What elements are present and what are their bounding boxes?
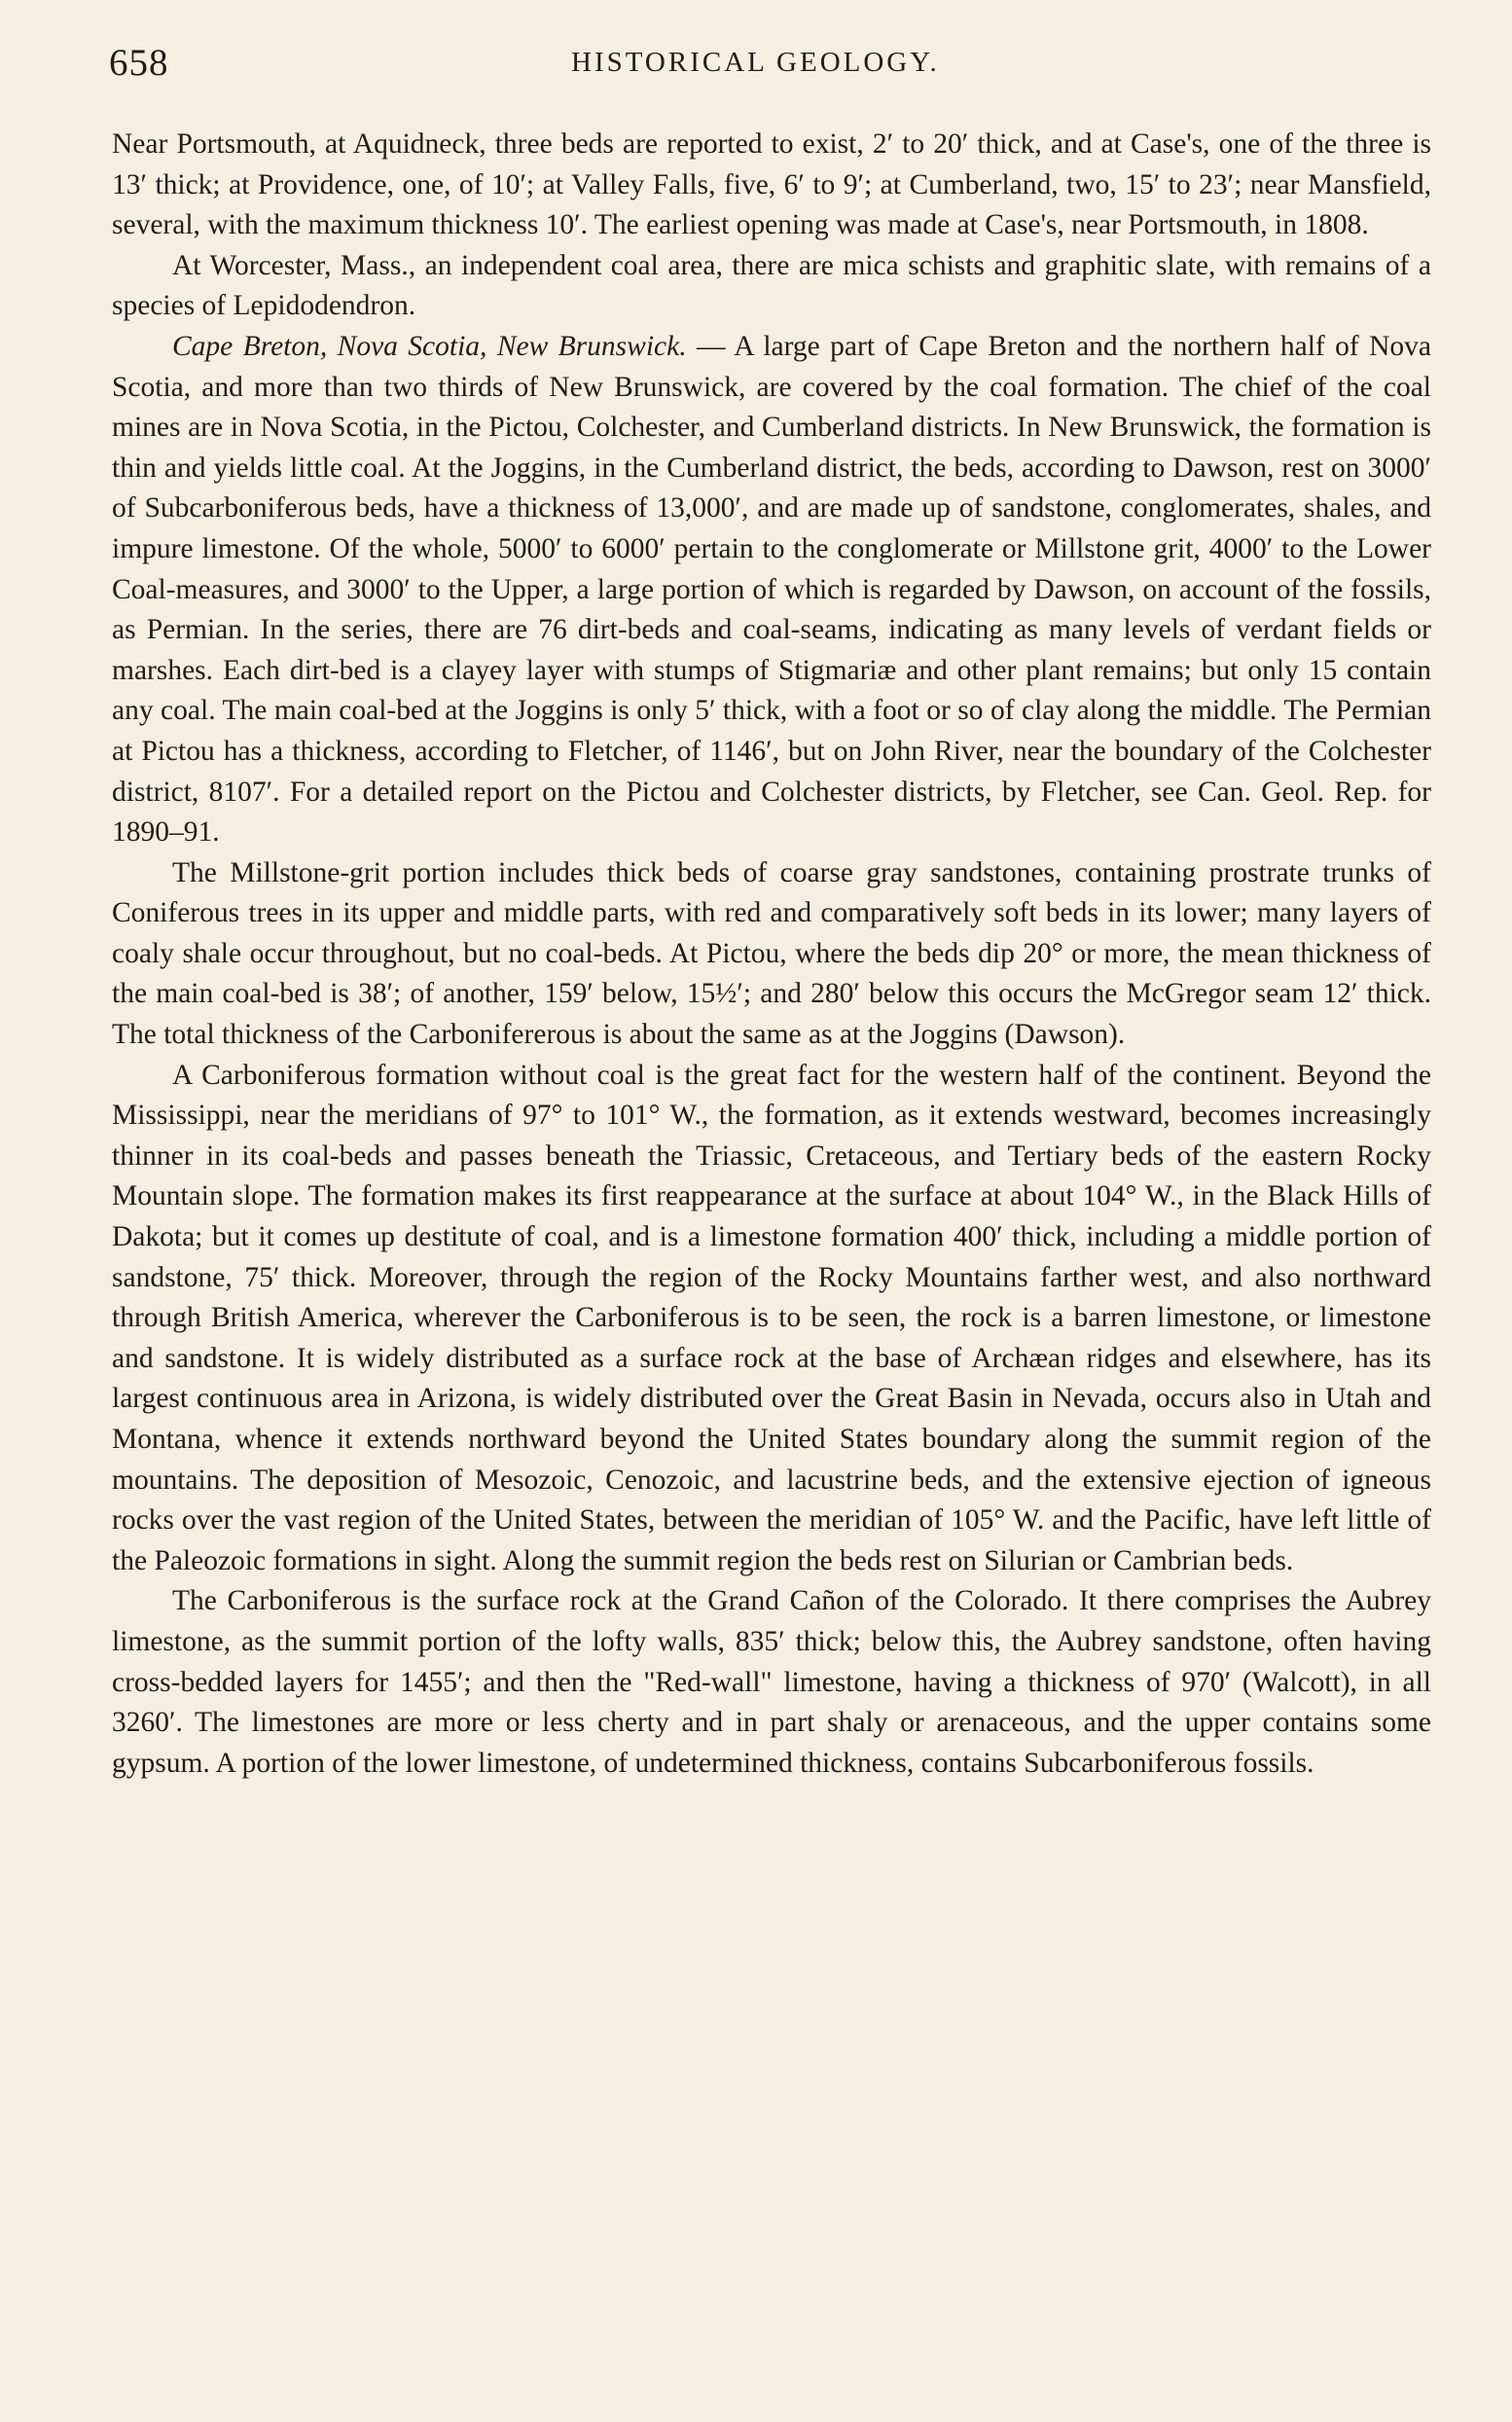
section-heading: Cape Breton, Nova Scotia, New Brunswick. xyxy=(172,330,687,362)
paragraph-text: — A large part of Cape Breton and the northern half of Nova Scotia, and more than two thirds of New Brunswick, are covered by the coal formation. The chief of the coal mines are in Nova Scotia, in the Pictou, Colchester, and Cumberland districts. In New Brunswick, the formation is thin and yields little coal. At the Joggins, in the Cumberland district, the beds, according to Dawson, rest on 3000′ of Subcarboniferous beds, have a thickness of 13,000′, and are made up of sandstone, conglomerates, shales, and impure limestone. Of the whole, 5000′ to 6000′ pertain to the conglomerate or Millstone grit, 4000′ to the Lower Coal-measures, and 3000′ to the Upper, a large portion of which is regarded by Dawson, on account of the fossils, as Permian. In the series, there are 76 dirt-beds and coal-seams, indicating as many levels of verdant fields or marshes. Each dirt-bed is a clayey layer with stumps of Stigmariæ and other plant remains; but only 15 contain any coal. The main coal-bed at the Joggins is only 5′ thick, with a foot or so of clay along the middle. The Permian at Pictou has a thickness, according to Fletcher, of 1146′, but on John River, near the boundary of the Colchester district, 8107′. For a detailed report on the Pictou and Colchester districts, by Fletcher, see Can. Geol. Rep. for 1890–91. xyxy=(112,330,1431,849)
paragraph-worcester xyxy=(112,246,1431,327)
paragraph-text: A Carboniferous formation without coal is the great fact for the western half of the continent. Beyond the Mississippi, near the meridians of 97° to 101° W., the formation, as it extends westward, becomes increasingly thinner in its coal-beds and passes beneath the Triassic, Cretaceous, and Tertiary beds of the eastern Rocky Mountain slope. The formation makes its first reappearance at the surface at about 104° W., in the Black Hills of Dakota; but it comes up destitute of coal, and is a limestone formation 400′ thick, including a middle portion of sandstone, 75′ thick. Moreover, through the region of the Rocky Mountains farther west, and also northward through British America, wherever the Carboniferous is to be seen, the rock is a barren limestone, or limestone and sandstone. It is widely distributed as a surface rock at the base of Archæan ridges and elsewhere, has its largest continuous area in Arizona, is widely distributed over the Great Basin in Nevada, occurs also in Utah and Montana, whence it extends northward beyond the United States boundary along the summit region of the mountains. The deposition of Mesozoic, Cenozoic, and lacustrine beds, and the extensive ejection of igneous rocks over the vast region of the United States, between the meridian of 105° W. and the Pacific, have left little of the Paleozoic formations in sight. Along the summit region the beds rest on Silurian or Cambrian beds. xyxy=(112,1059,1431,1576)
running-head xyxy=(109,41,1442,90)
paragraph-millstone-grit xyxy=(112,853,1431,1056)
paragraph-portsmouth xyxy=(112,125,1431,246)
body-text xyxy=(112,125,1431,1784)
paragraph-carboniferous-without-coal xyxy=(112,1056,1431,1582)
paragraph-text: The Millstone-grit portion includes thick beds of coarse gray sandstones, containing prostrate trunks of Coniferous trees in its upper and middle parts, with red and comparatively soft beds in its lower; many layers of coaly shale occur throughout, but no coal-beds. At Pictou, where the beds dip 20° or more, the mean thickness of the main coal-bed is 38′; of another, 159′ below, 15½′; and 280′ below this occurs the McGregor seam 12′ thick. The total thickness of the Carbonifererous is about the same as at the Joggins (Dawson). xyxy=(112,856,1431,1051)
running-title: HISTORICAL GEOLOGY. xyxy=(571,47,940,78)
paragraph-grand-canon xyxy=(112,1581,1431,1784)
paragraph-text: Near Portsmouth, at Aquidneck, three beds are reported to exist, 2′ to 20′ thick, and at Case's, one of the three is 13′ thick; at Providence, one, of 10′; at Valley Falls, five, 6′ to 9′; at Cumberland, two, 15′ to 23′; near Mansfield, several, with the maximum thickness 10′. The earliest opening was made at Case's, near Portsmouth, in 1808. xyxy=(112,128,1431,241)
paragraph-cape-breton xyxy=(112,327,1431,853)
page-number: 658 xyxy=(109,42,169,84)
paragraph-text: The Carboniferous is the surface rock at the Grand Cañon of the Colorado. It there comprises the Aubrey limestone, as the summit portion of the lofty walls, 835′ thick; below this, the Aubrey sandstone, often having cross-bedded layers for 1455′; and then the "Red-wall" limestone, having a thickness of 970′ (Walcott), in all 3260′. The limestones are more or less cherty and in part shaly or arenaceous, and the upper contains some gypsum. A portion of the lower limestone, of undetermined thickness, contains Subcarboniferous fossils. xyxy=(112,1585,1431,1779)
paragraph-text: At Worcester, Mass., an independent coal area, there are mica schists and graphitic slate, with remains of a species of Lepidodendron. xyxy=(112,249,1431,322)
